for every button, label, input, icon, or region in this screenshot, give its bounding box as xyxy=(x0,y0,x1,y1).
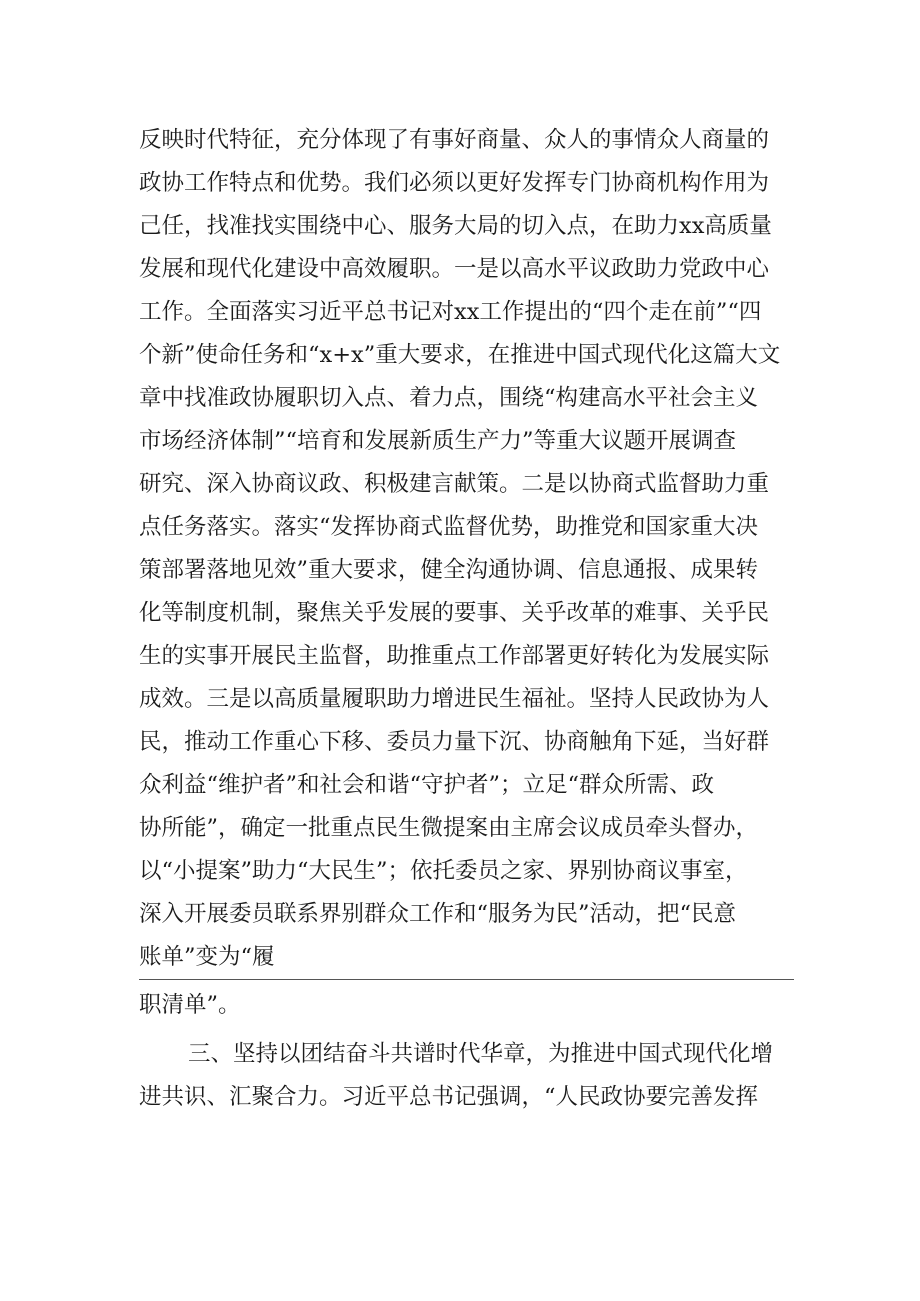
body-text-line: 点任务落实。落实“发挥协商式监督优势，助推党和国家重大决 xyxy=(139,514,759,540)
horizontal-divider xyxy=(139,979,794,980)
body-text-line: 个新”使命任务和“x+x”重大要求，在推进中国式现代化这篇大文 xyxy=(139,342,781,368)
body-text-line: 账单”变为“履 xyxy=(139,944,275,970)
body-text-line: 深入开展委员联系界别群众工作和“服务为民”活动，把“民意 xyxy=(139,901,737,927)
body-text-line: 发展和现代化建设中高效履职。一是以高水平议政助力党政中心 xyxy=(139,256,770,282)
body-text-line: 化等制度机制，聚焦关乎发展的要事、关乎改革的难事、关乎民 xyxy=(139,600,770,626)
body-text-line: 生的实事开展民主监督，助推重点工作部署更好转化为发展实际 xyxy=(139,643,770,669)
body-text-line: 进共识、汇聚合力。习近平总书记强调，“人民政协要完善发挥 xyxy=(139,1084,759,1110)
body-text-line: 以“小提案”助力“大民生”；依托委员之家、界别协商议事室， xyxy=(139,858,748,884)
body-text-line: 策部署落地见效”重大要求，健全沟通协调、信息通报、成果转 xyxy=(139,557,759,583)
body-text-line: 反映时代特征，充分体现了有事好商量、众人的事情众人商量的 xyxy=(139,127,770,153)
body-text-line: 民，推动工作重心下移、委员力量下沉、协商触角下延，当好群 xyxy=(139,729,770,755)
body-text-line: 众利益“维护者”和社会和谐“守护者”；立足“群众所需、政 xyxy=(139,772,715,798)
body-text-line: 成效。三是以高质量履职助力增进民生福祉。坚持人民政协为人 xyxy=(139,686,770,712)
body-text-line: 研究、深入协商议政、积极建言献策。二是以协商式监督助力重 xyxy=(139,471,770,497)
body-text-line: 协所能”，确定一批重点民生微提案由主席会议成员牵头督办， xyxy=(139,815,759,841)
section-heading-line: 三、坚持以团结奋斗共谱时代华章，为推进中国式现代化增 xyxy=(188,1041,774,1067)
body-text-line: 工作。全面落实习近平总书记对xx工作提出的“四个走在前”“四 xyxy=(139,299,762,325)
body-text-line: 章中找准政协履职切入点、着力点，围绕“构建高水平社会主义 xyxy=(139,385,759,411)
body-text-line: 己任，找准找实围绕中心、服务大局的切入点，在助力xx高质量 xyxy=(139,213,772,239)
body-text-line: 职清单”。 xyxy=(139,992,241,1018)
body-text-line: 市场经济体制”“培育和发展新质生产力”等重大议题开展调查 xyxy=(139,428,737,454)
body-text-line: 政协工作特点和优势。我们必须以更好发挥专门协商机构作用为 xyxy=(139,170,770,196)
